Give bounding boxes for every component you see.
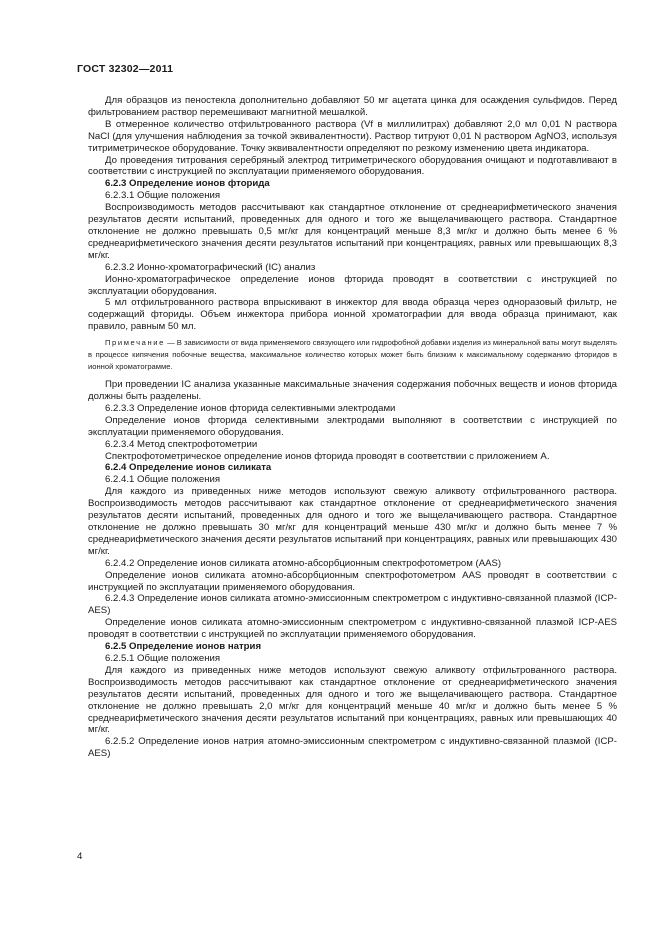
paragraph: Для каждого из приведенных ниже методов используют свежую аликвоту отфильтрованного раствора. Воспроизводимость методов рассчитывают как стандартное отклонение от среднеарифметического значения результатов десяти испытаний, проведенных для одного и того же выщелачивающего раствора. Стандартное отклонение не должно превышать 2,0 мг/кг для концентраций меньше 40 мг/кг и должно быть менее 5 % среднеарифметического значения десяти результатов испытаний при концентрациях, равных или превышающих 40 мг/кг. — [88, 664, 617, 736]
paragraph: Воспроизводимость методов рассчитывают как стандартное отклонение от среднеарифметического значения результатов десяти испытаний, проведенных для одного и того же выщелачивающего раствора. Стандартное отклонение не должно превышать 0,5 мг/кг для концентраций меньше 8,3 мг/кг и должно быть менее 6 % среднеарифметического значения десяти результатов испытаний при концентрациях, равных или превышающих 8,3 мг/кг. — [88, 202, 617, 261]
paragraph: До проведения титрования серебряный электрод титриметрического оборудования очищают и подготавливают в соответствии с инструкцией по эксплуатации применяемого оборудования. — [88, 154, 617, 178]
paragraph: Определение ионов силиката атомно-эмиссионным спектрометром с индуктивно-связанной плазмой ICP-AES проводят в соответствии с инструкцией по эксплуатации применяемого оборудования. — [88, 617, 617, 641]
paragraph: Спектрофотометрическое определение ионов фторида проводят в соответствии с приложением А. — [105, 450, 550, 462]
subsection-heading: 6.2.3.1 Общие положения — [105, 190, 221, 202]
subsection-heading: 6.2.4.3 Определение ионов силиката атомно-эмиссионным спектрометром с индуктивно-связанной плазмой (ICP-AES) — [88, 593, 617, 617]
subsection-heading: 6.2.3.3 Определение ионов фторида селективными электродами — [105, 402, 396, 414]
subsection-heading: 6.2.5.2 Определение ионов натрия атомно-эмиссионным спектрометром с индуктивно-связанной плазмой (ICP-AES) — [88, 736, 617, 760]
subsection-heading: 6.2.3.4 Метод спектрофотометрии — [105, 438, 258, 450]
paragraph: Ионно-хроматографическое определение ионов фторида проводят в соответствии с инструкцией по эксплуатации оборудования. — [88, 273, 617, 297]
paragraph: Для образцов из пеностекла дополнительно добавляют 50 мг ацетата цинка для осаждения сульфидов. Перед фильтрованием раствор перемешивают магнитной мешалкой. — [88, 95, 617, 118]
page-body — [88, 95, 617, 760]
subsection-heading: 6.2.3.2 Ионно-хроматографический (IC) анализ — [105, 261, 316, 273]
section-heading-6-2-4: 6.2.4 Определение ионов силиката — [105, 462, 272, 474]
note-text: — В зависимости от вида применяемого связующего или гидрофобной добавки изделия из минеральной ваты могут выделять в процессе кипячения побочные вещества, максимальное количество которых может быть близким к максимальному содержанию фторидов в ионной хроматограмме. — [88, 338, 617, 372]
paragraph: 5 мл отфильтрованного раствора впрыскивают в инжектор для ввода образца через одноразовый фильтр, не содержащий фториды. Объем инжектора прибора ионной хроматографии для ввода образца принимают, как правило, равным 50 мл. — [88, 297, 617, 333]
paragraph: Определение ионов силиката атомно-абсорбционным спектрофотометром AAS проводят в соответствии с инструкцией по эксплуатации применяемого оборудования. — [88, 569, 617, 593]
page-header-title: ГОСТ 32302—2011 — [77, 63, 174, 75]
paragraph: При проведении IC анализа указанные максимальные значения содержания побочных веществ и ионов фторида должны быть разделены. — [88, 379, 617, 403]
page-number: 4 — [77, 851, 83, 862]
subsection-heading: 6.2.4.2 Определение ионов силиката атомно-абсорбционным спектрофотометром (AAS) — [105, 557, 502, 569]
paragraph: Для каждого из приведенных ниже методов используют свежую аликвоту отфильтрованного раствора. Воспроизводимость методов рассчитывают как стандартное отклонение от среднеарифметического значения результатов десяти испытаний, проведенных для одного и того же выщелачивающего раствора. Стандартное отклонение не должно превышать 30 мг/кг для концентраций меньше 430 мг/кг и должно быть менее 7 % среднеарифметического значения десяти результатов испытаний при концентрациях, равных или превышающих 430 мг/кг. — [88, 486, 617, 557]
subsection-heading: 6.2.4.1 Общие положения — [105, 474, 221, 486]
section-heading-6-2-5: 6.2.5 Определение ионов натрия — [105, 641, 262, 653]
note-label: Примечание — [105, 338, 165, 348]
subsection-heading: 6.2.5.1 Общие положения — [105, 652, 221, 664]
paragraph: Определение ионов фторида селективными электродами выполняют в соответствии с инструкцией по эксплуатации применяемого оборудования. — [88, 414, 617, 438]
note-block — [88, 337, 617, 373]
paragraph: В отмеренное количество отфильтрованного раствора (Vf в миллилитрах) добавляют 2,0 мл 0,01 N раствора NaCl (для улучшения наблюдения за точкой эквивалентности). Раствор титруют 0,01 N раствором AgNO3, используя титриметрическое оборудование. Точку эквивалентности определяют по резкому изменению цвета индикатора. — [88, 118, 617, 154]
section-heading-6-2-3: 6.2.3 Определение ионов фторида — [105, 178, 270, 190]
